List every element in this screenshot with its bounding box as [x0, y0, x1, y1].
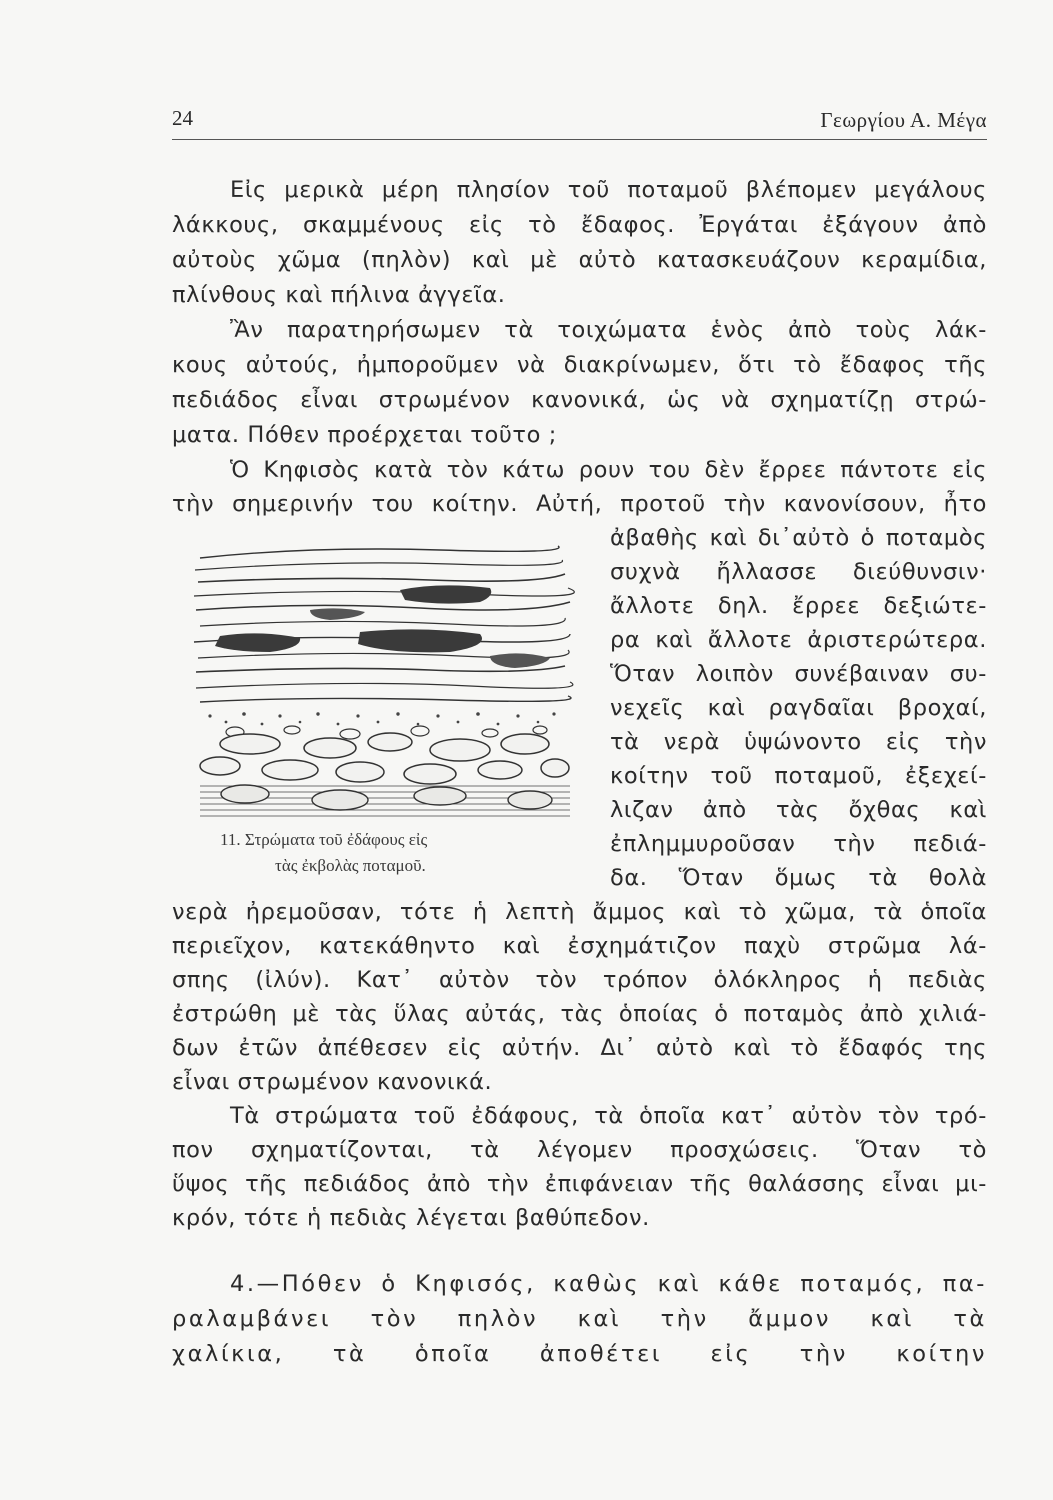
text-line: εἶναι στρωμένον κανονικά. — [172, 1069, 493, 1095]
text-line: νεχεῖς καὶ ραγδαῖαι βροχαί, — [610, 695, 987, 721]
text-line: συχνὰ ἤλλασσε διεύθυνσιν· — [610, 559, 987, 585]
text-line: κρόν, τότε ἡ πεδιὰς λέγεται βαθύπεδον. — [172, 1205, 650, 1231]
strata-illustration — [190, 538, 585, 830]
text-line: ραλαμβάνει τὸν πηλὸν καὶ τὴν ἄμμον καὶ τὰ — [172, 1306, 987, 1332]
text-line: Ὁ Κηφισὸς κατὰ τὸν κάτω ρουν του δὲν ἔρρεε πάντοτε εἰς — [230, 457, 987, 483]
text-line: χαλίκια, τὰ ὁποῖα ἀποθέτει εἰς τὴν κοίτην — [172, 1341, 987, 1367]
text-line: νερὰ ἠρεμοῦσαν, τότε ἡ λεπτὴ ἄμμος καὶ τὸ χῶμα, τὰ ὁποῖα — [172, 899, 987, 925]
text-line: τὰ νερὰ ὑψώνοντο εἰς τὴν — [610, 729, 987, 755]
page-number: 24 — [172, 106, 193, 130]
text-line: ἄλλοτε δηλ. ἔρρεε δεξιώτε- — [610, 593, 987, 619]
text-line: περιεῖχον, κατεκάθηντο καὶ ἐσχημάτιζον παχὺ στρῶμα λά- — [172, 933, 987, 959]
text-line: ρα καὶ ἄλλοτε ἀριστερώτερα. — [610, 627, 987, 653]
text-line: δων ἐτῶν ἀπέθεσεν εἰς αὐτήν. Δι᾽ αὐτὸ καὶ τὸ ἔδαφός της — [172, 1035, 987, 1061]
text-line: κους αὐτούς, ἠμποροῦμεν νὰ διακρίνωμεν, ὅτι τὸ ἔδαφος τῆς — [172, 352, 987, 378]
text-line: ὕψος τῆς πεδιάδος ἀπὸ τὴν ἐπιφάνειαν τῆς θαλάσσης εἶναι μι- — [172, 1171, 987, 1197]
text-line: Εἰς μερικὰ μέρη πλησίον τοῦ ποταμοῦ βλέπομεν μεγάλους — [230, 177, 987, 203]
text-line: λιζαν ἀπὸ τὰς ὄχθας καὶ — [610, 797, 987, 823]
text-line: πεδιάδος εἶναι στρωμένον κανονικά, ὡς νὰ σχηματίζῃ στρώ- — [172, 387, 987, 413]
text-line: πον σχηματίζονται, τὰ λέγομεν προσχώσεις. Ὅταν τὸ — [172, 1137, 987, 1163]
running-head: Γεωργίου Α. Μέγα — [820, 108, 987, 132]
text-line: ἐστρώθη μὲ τὰς ὕλας αὐτάς, τὰς ὁποίας ὁ ποταμὸς ἀπὸ χιλιά- — [172, 1001, 987, 1027]
text-line: λάκκους, σκαμμένους εἰς τὸ ἔδαφος. Ἐργάται ἐξάγουν ἀπὸ — [172, 212, 987, 238]
text-line: Ὅταν λοιπὸν συνέβαιναν συ- — [610, 661, 987, 687]
strata-figure — [190, 538, 585, 830]
text-line: ἀβαθὴς καὶ δι᾽αὐτὸ ὁ ποταμὸς — [610, 525, 987, 551]
text-line: σπης (ἰλύν). Κατ᾽ αὐτὸν τὸν τρόπον ὁλόκληρος ἡ πεδιὰς — [172, 967, 987, 993]
text-line: δα. Ὅταν ὅμως τὰ θολὰ — [610, 865, 987, 891]
section-4-text: 4.—Πόθεν ὁ Κηφισός, καθὼς καὶ κάθε ποταμός, πα- — [230, 1271, 987, 1297]
text-line: Ἂν παρατηρήσωμεν τὰ τοιχώματα ἑνὸς ἀπὸ τοὺς λάκ- — [230, 317, 987, 343]
text-line: Τὰ στρώματα τοῦ ἐδάφους, τὰ ὁποῖα κατ᾽ αὐτὸν τὸν τρό- — [230, 1103, 987, 1129]
text-line: πλίνθους καὶ πήλινα ἀγγεῖα. — [172, 282, 506, 308]
figure-caption: τὰς ἐκβολὰς ποταμοῦ. — [275, 856, 426, 875]
page-header — [172, 98, 987, 138]
header-rule — [172, 139, 987, 140]
text-line: ματα. Πόθεν προέρχεται τοῦτο ; — [172, 422, 557, 448]
text-line: τὴν σημερινήν του κοίτην. Αὐτή, προτοῦ τὴν κανονίσουν, ἦτο — [172, 491, 987, 517]
text-line: κοίτην τοῦ ποταμοῦ, ἐξεχεί- — [610, 763, 987, 789]
figure-caption: 11. Στρώματα τοῦ ἐδάφους εἰς — [220, 830, 428, 849]
text-line: αὐτοὺς χῶμα (πηλὸν) καὶ μὲ αὐτὸ κατασκευάζουν κεραμίδια, — [172, 247, 987, 273]
text-line: ἐπλημμυροῦσαν τὴν πεδιά- — [610, 831, 987, 857]
